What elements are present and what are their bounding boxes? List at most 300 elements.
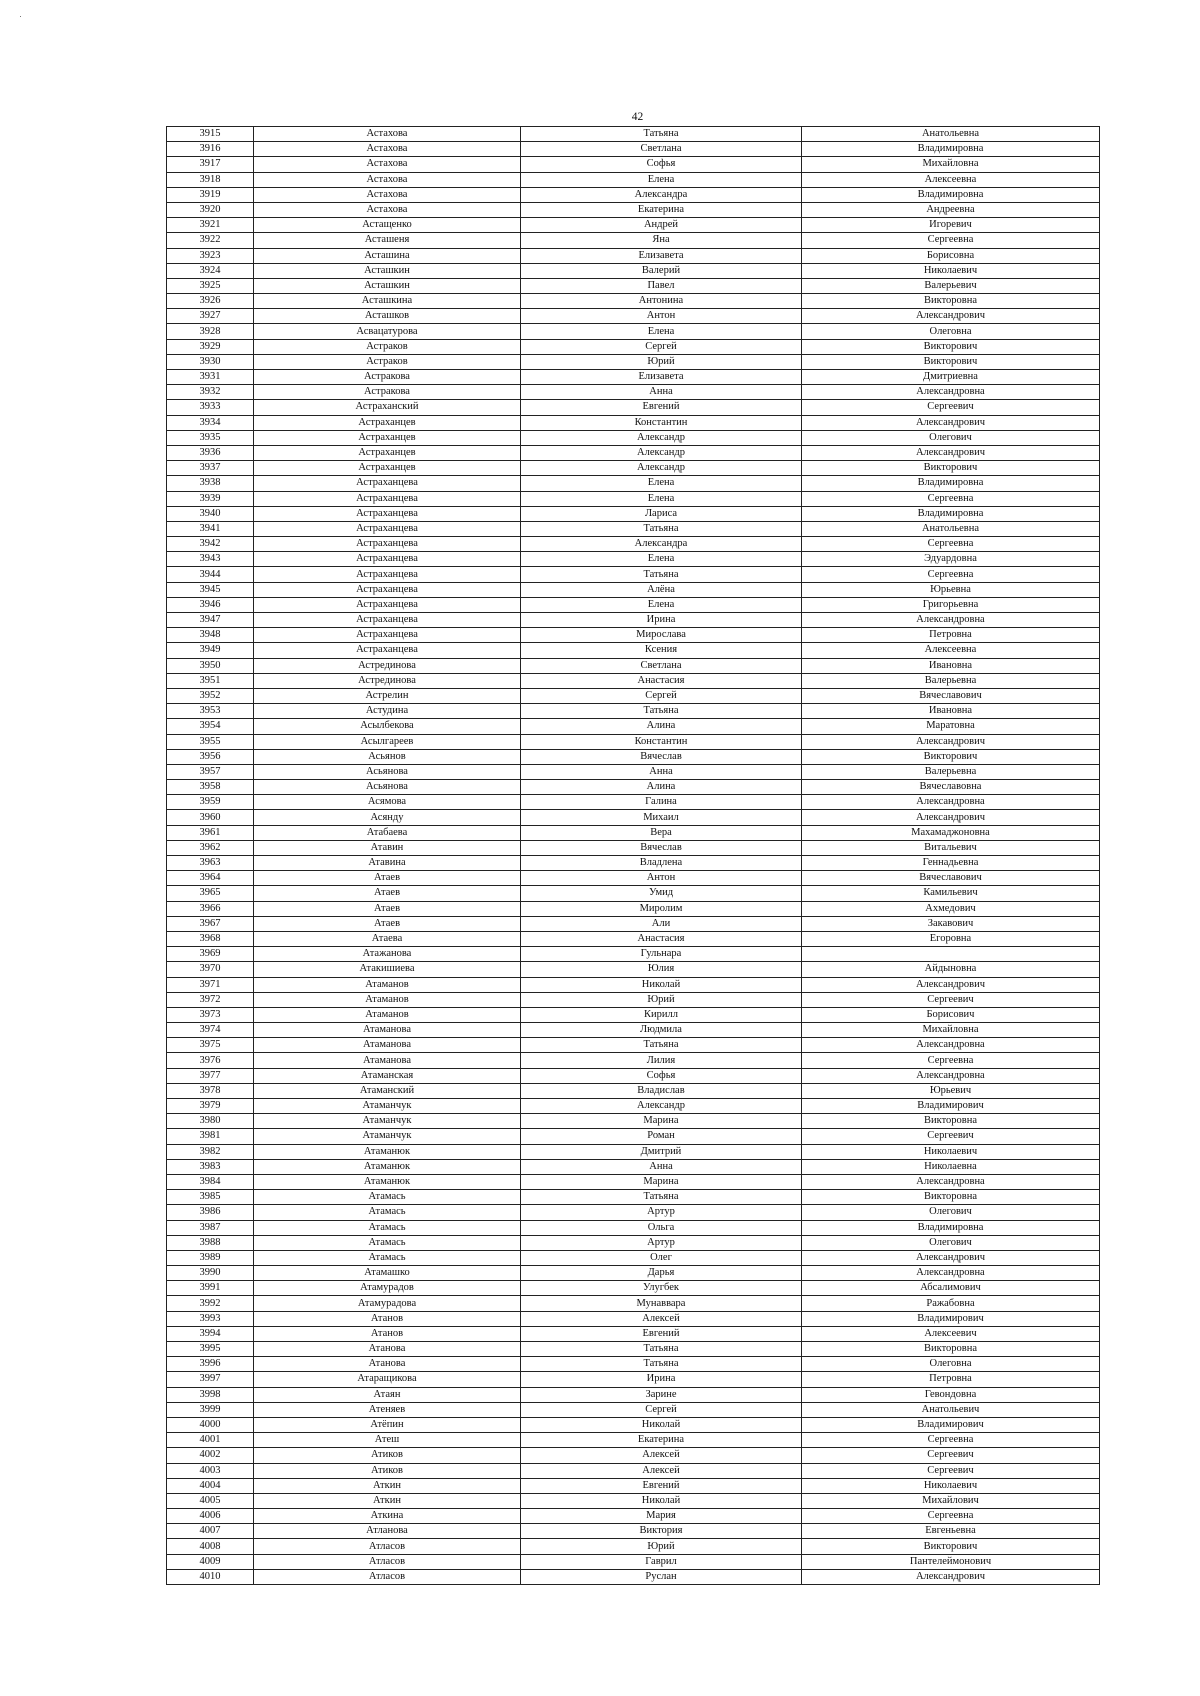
patronymic-cell: Закавович [802,916,1100,931]
row-number-cell: 3919 [167,187,254,202]
surname-cell: Атаян [254,1387,521,1402]
patronymic-cell: Сергеевич [802,992,1100,1007]
row-number-cell: 3988 [167,1235,254,1250]
first-name-cell: Николай [521,1493,802,1508]
patronymic-cell: Григорьевна [802,597,1100,612]
row-number-cell: 3929 [167,339,254,354]
first-name-cell: Вячеслав [521,749,802,764]
table-row [167,521,1100,536]
table-row [167,1007,1100,1022]
surname-cell: Асянду [254,810,521,825]
first-name-cell: Татьяна [521,704,802,719]
row-number-cell: 3978 [167,1083,254,1098]
surname-cell: Атаманчук [254,1114,521,1129]
first-name-cell: Виктория [521,1524,802,1539]
row-number-cell: 3938 [167,476,254,491]
row-number-cell: 3924 [167,263,254,278]
row-number-cell: 3980 [167,1114,254,1129]
patronymic-cell: Пантелеймонович [802,1554,1100,1569]
table-row [167,1402,1100,1417]
first-name-cell: Александр [521,430,802,445]
first-name-cell: Али [521,916,802,931]
surname-cell: Асташков [254,309,521,324]
row-number-cell: 3915 [167,127,254,142]
table-row [167,370,1100,385]
patronymic-cell: Егоровна [802,931,1100,946]
patronymic-cell: Михайлович [802,1493,1100,1508]
table-row [167,992,1100,1007]
first-name-cell: Алексей [521,1311,802,1326]
first-name-cell: Татьяна [521,1190,802,1205]
first-name-cell: Михаил [521,810,802,825]
first-name-cell: Светлана [521,658,802,673]
surname-cell: Астраханцева [254,552,521,567]
patronymic-cell: Николаевич [802,1478,1100,1493]
table-row [167,886,1100,901]
patronymic-cell: Александровна [802,1038,1100,1053]
table-row [167,1099,1100,1114]
first-name-cell: Константин [521,415,802,430]
patronymic-cell: Петровна [802,1372,1100,1387]
patronymic-cell: Ивановна [802,658,1100,673]
first-name-cell: Вячеслав [521,840,802,855]
surname-cell: Атанова [254,1342,521,1357]
surname-cell: Атажанова [254,947,521,962]
patronymic-cell: Олегович [802,1235,1100,1250]
surname-cell: Асташеня [254,233,521,248]
surname-cell: Атаманчук [254,1099,521,1114]
table-row [167,1068,1100,1083]
table-row [167,354,1100,369]
surname-cell: Астраханцева [254,491,521,506]
first-name-cell: Александр [521,1099,802,1114]
row-number-cell: 3917 [167,157,254,172]
first-name-cell: Антонина [521,294,802,309]
surname-cell: Атаева [254,931,521,946]
table-row [167,1433,1100,1448]
patronymic-cell: Владимировна [802,142,1100,157]
first-name-cell: Татьяна [521,567,802,582]
table-row [167,157,1100,172]
table-row [167,704,1100,719]
table-row [167,901,1100,916]
table-row [167,172,1100,187]
surname-cell: Астахова [254,157,521,172]
surname-cell: Астраханцев [254,430,521,445]
row-number-cell: 4010 [167,1569,254,1584]
first-name-cell: Елена [521,552,802,567]
surname-cell: Атаманюк [254,1159,521,1174]
surname-cell: Аткин [254,1493,521,1508]
row-number-cell: 4009 [167,1554,254,1569]
patronymic-cell: Вячеславовна [802,780,1100,795]
patronymic-cell: Сергеевна [802,1053,1100,1068]
surname-cell: Астахова [254,172,521,187]
surname-cell: Астраханцева [254,582,521,597]
patronymic-cell: Сергеевна [802,567,1100,582]
first-name-cell: Алексей [521,1448,802,1463]
first-name-cell: Людмила [521,1023,802,1038]
row-number-cell: 4000 [167,1417,254,1432]
patronymic-cell: Александровна [802,613,1100,628]
first-name-cell: Кирилл [521,1007,802,1022]
table-row [167,1569,1100,1584]
table-row [167,764,1100,779]
first-name-cell: Владислав [521,1083,802,1098]
patronymic-cell: Викторович [802,461,1100,476]
first-name-cell: Евгений [521,1326,802,1341]
first-name-cell: Александра [521,187,802,202]
surname-cell: Асташина [254,248,521,263]
patronymic-cell: Олеговна [802,324,1100,339]
row-number-cell: 3920 [167,202,254,217]
first-name-cell: Мунаввара [521,1296,802,1311]
patronymic-cell: Владимировна [802,476,1100,491]
first-name-cell: Евгений [521,1478,802,1493]
row-number-cell: 3926 [167,294,254,309]
row-number-cell: 3916 [167,142,254,157]
table-row [167,278,1100,293]
surname-cell: Астахова [254,142,521,157]
table-row [167,506,1100,521]
row-number-cell: 3962 [167,840,254,855]
surname-cell: Астрелин [254,688,521,703]
patronymic-cell: Викторович [802,749,1100,764]
surname-cell: Астащенко [254,218,521,233]
first-name-cell: Алина [521,719,802,734]
patronymic-cell: Михайловна [802,1023,1100,1038]
surname-cell: Астраханцева [254,521,521,536]
table-row [167,552,1100,567]
surname-cell: Атаманская [254,1068,521,1083]
patronymic-cell: Петровна [802,628,1100,643]
table-row [167,795,1100,810]
row-number-cell: 4001 [167,1433,254,1448]
surname-cell: Астраханцев [254,415,521,430]
patronymic-cell: Александровна [802,795,1100,810]
row-number-cell: 3994 [167,1326,254,1341]
row-number-cell: 3937 [167,461,254,476]
table-row [167,719,1100,734]
first-name-cell: Марина [521,1114,802,1129]
row-number-cell: 3989 [167,1250,254,1265]
surname-cell: Астракова [254,370,521,385]
table-row [167,673,1100,688]
table-row [167,461,1100,476]
row-number-cell: 3954 [167,719,254,734]
surname-cell: Атаманова [254,1053,521,1068]
first-name-cell: Артур [521,1235,802,1250]
first-name-cell: Ольга [521,1220,802,1235]
patronymic-cell: Абсалимович [802,1281,1100,1296]
patronymic-cell: Юрьевич [802,1083,1100,1098]
table-row [167,931,1100,946]
table-row [167,1478,1100,1493]
patronymic-cell: Николаевич [802,1144,1100,1159]
patronymic-cell: Викторович [802,354,1100,369]
patronymic-cell: Александровна [802,1068,1100,1083]
table-row [167,1326,1100,1341]
first-name-cell: Алексей [521,1463,802,1478]
first-name-cell: Татьяна [521,1342,802,1357]
first-name-cell: Николай [521,977,802,992]
first-name-cell: Олег [521,1250,802,1265]
first-name-cell: Ксения [521,643,802,658]
first-name-cell: Сергей [521,1402,802,1417]
table-row [167,1053,1100,1068]
first-name-cell: Яна [521,233,802,248]
surname-cell: Асылгареев [254,734,521,749]
scan-speck [20,16,21,17]
table-row [167,1159,1100,1174]
patronymic-cell: Витальевич [802,840,1100,855]
surname-cell: Атамурадова [254,1296,521,1311]
patronymic-cell: Михайловна [802,157,1100,172]
patronymic-cell: Сергеевич [802,1463,1100,1478]
table-row [167,263,1100,278]
table-row [167,400,1100,415]
row-number-cell: 3964 [167,871,254,886]
table-row [167,1281,1100,1296]
table-row [167,1205,1100,1220]
patronymic-cell: Александрович [802,1250,1100,1265]
surname-cell: Аткин [254,1478,521,1493]
table-row [167,1311,1100,1326]
surname-cell: Атаманов [254,992,521,1007]
patronymic-cell: Владимировна [802,187,1100,202]
patronymic-cell: Викторовна [802,1342,1100,1357]
row-number-cell: 3975 [167,1038,254,1053]
patronymic-cell: Николаевич [802,263,1100,278]
table-row [167,339,1100,354]
row-number-cell: 3950 [167,658,254,673]
table-row [167,1554,1100,1569]
row-number-cell: 3967 [167,916,254,931]
patronymic-cell: Владимировна [802,506,1100,521]
table-row [167,142,1100,157]
row-number-cell: 3968 [167,931,254,946]
table-row [167,947,1100,962]
row-number-cell: 3990 [167,1266,254,1281]
surname-cell: Астахова [254,187,521,202]
row-number-cell: 4002 [167,1448,254,1463]
surname-cell: Астраханцев [254,445,521,460]
row-number-cell: 3977 [167,1068,254,1083]
surname-cell: Атласов [254,1539,521,1554]
first-name-cell: Татьяна [521,1038,802,1053]
table-row [167,1509,1100,1524]
row-number-cell: 3992 [167,1296,254,1311]
patronymic-cell: Алексеевна [802,172,1100,187]
surname-cell: Атамась [254,1220,521,1235]
surname-cell: Атанов [254,1311,521,1326]
first-name-cell: Артур [521,1205,802,1220]
surname-cell: Атаманов [254,1007,521,1022]
surname-cell: Атаманчук [254,1129,521,1144]
table-row [167,233,1100,248]
patronymic-cell: Олегович [802,1205,1100,1220]
row-number-cell: 3966 [167,901,254,916]
patronymic-cell: Маратовна [802,719,1100,734]
first-name-cell: Улугбек [521,1281,802,1296]
row-number-cell: 3932 [167,385,254,400]
row-number-cell: 3955 [167,734,254,749]
row-number-cell: 3922 [167,233,254,248]
patronymic-cell: Алексеевич [802,1326,1100,1341]
table-row [167,916,1100,931]
first-name-cell: Алёна [521,582,802,597]
row-number-cell: 3973 [167,1007,254,1022]
row-number-cell: 3960 [167,810,254,825]
surname-cell: Атамурадов [254,1281,521,1296]
surname-cell: Атаев [254,916,521,931]
patronymic-cell: Александрович [802,1569,1100,1584]
row-number-cell: 3981 [167,1129,254,1144]
table-row [167,658,1100,673]
first-name-cell: Сергей [521,688,802,703]
surname-cell: Асьянова [254,764,521,779]
first-name-cell: Татьяна [521,521,802,536]
table-row [167,1190,1100,1205]
table-row [167,1417,1100,1432]
row-number-cell: 3991 [167,1281,254,1296]
patronymic-cell: Юрьевна [802,582,1100,597]
table-row [167,613,1100,628]
table-row [167,202,1100,217]
row-number-cell: 3969 [167,947,254,962]
surname-cell: Атаманюк [254,1144,521,1159]
table-row [167,1372,1100,1387]
row-number-cell: 3976 [167,1053,254,1068]
first-name-cell: Николай [521,1417,802,1432]
patronymic-cell: Сергеевич [802,1448,1100,1463]
surname-cell: Астудина [254,704,521,719]
patronymic-cell: Владимирович [802,1417,1100,1432]
first-name-cell: Юрий [521,992,802,1007]
row-number-cell: 3945 [167,582,254,597]
row-number-cell: 3995 [167,1342,254,1357]
first-name-cell: Владлена [521,856,802,871]
table-row [167,962,1100,977]
first-name-cell: Алина [521,780,802,795]
row-number-cell: 3928 [167,324,254,339]
patronymic-cell: Евгеньевна [802,1524,1100,1539]
patronymic-cell: Александровна [802,385,1100,400]
patronymic-cell: Алексеевна [802,643,1100,658]
first-name-cell: Вера [521,825,802,840]
row-number-cell: 3974 [167,1023,254,1038]
patronymic-cell: Махамаджоновна [802,825,1100,840]
surname-cell: Атамась [254,1250,521,1265]
first-name-cell: Дарья [521,1266,802,1281]
surname-cell: Астахова [254,127,521,142]
first-name-cell: Екатерина [521,202,802,217]
surname-cell: Атаманова [254,1023,521,1038]
table-row [167,218,1100,233]
first-name-cell: Ирина [521,613,802,628]
surname-cell: Астрединова [254,673,521,688]
table-row [167,1220,1100,1235]
table-row [167,1114,1100,1129]
first-name-cell: Дмитрий [521,1144,802,1159]
surname-cell: Асямова [254,795,521,810]
patronymic-cell: Борисовна [802,248,1100,263]
surname-cell: Атавина [254,856,521,871]
row-number-cell: 3971 [167,977,254,992]
row-number-cell: 3948 [167,628,254,643]
first-name-cell: Лилия [521,1053,802,1068]
surname-cell: Астраков [254,354,521,369]
patronymic-cell: Сергеевич [802,1129,1100,1144]
table-row [167,1235,1100,1250]
patronymic-cell: Александрович [802,415,1100,430]
surname-cell: Астраханцева [254,628,521,643]
surname-cell: Атласов [254,1554,521,1569]
patronymic-cell: Викторовна [802,1114,1100,1129]
surname-cell: Астракова [254,385,521,400]
row-number-cell: 4007 [167,1524,254,1539]
surname-cell: Атанов [254,1326,521,1341]
first-name-cell: Анастасия [521,931,802,946]
patronymic-cell: Валерьевич [802,278,1100,293]
row-number-cell: 3934 [167,415,254,430]
patronymic-cell: Камильевич [802,886,1100,901]
row-number-cell: 3923 [167,248,254,263]
first-name-cell: Зарине [521,1387,802,1402]
row-number-cell: 3961 [167,825,254,840]
row-number-cell: 3970 [167,962,254,977]
surname-cell: Асвацатурова [254,324,521,339]
first-name-cell: Мирослава [521,628,802,643]
surname-cell: Атамась [254,1190,521,1205]
row-number-cell: 4003 [167,1463,254,1478]
row-number-cell: 3979 [167,1099,254,1114]
row-number-cell: 3935 [167,430,254,445]
surname-cell: Астраханский [254,400,521,415]
surname-cell: Астраханцева [254,643,521,658]
table-row [167,1448,1100,1463]
first-name-cell: Татьяна [521,1357,802,1372]
patronymic-cell: Викторович [802,1539,1100,1554]
row-number-cell: 3963 [167,856,254,871]
row-number-cell: 3965 [167,886,254,901]
patronymic-cell: Сергеевна [802,233,1100,248]
surname-cell: Атеняев [254,1402,521,1417]
patronymic-cell: Борисович [802,1007,1100,1022]
patronymic-cell: Валерьевна [802,673,1100,688]
row-number-cell: 3987 [167,1220,254,1235]
surname-cell: Атеш [254,1433,521,1448]
surname-cell: Атёпин [254,1417,521,1432]
patronymic-cell [802,947,1100,962]
patronymic-cell: Сергеевна [802,537,1100,552]
first-name-cell: Александра [521,537,802,552]
first-name-cell: Евгений [521,400,802,415]
patronymic-cell: Александрович [802,810,1100,825]
table-row [167,871,1100,886]
patronymic-cell: Александровна [802,1266,1100,1281]
first-name-cell: Антон [521,871,802,886]
surname-cell: Астраханцева [254,506,521,521]
row-number-cell: 3996 [167,1357,254,1372]
row-number-cell: 3983 [167,1159,254,1174]
row-number-cell: 3933 [167,400,254,415]
first-name-cell: Анна [521,385,802,400]
row-number-cell: 3985 [167,1190,254,1205]
patronymic-cell: Сергеевич [802,400,1100,415]
surname-cell: Асьянова [254,780,521,795]
row-number-cell: 3997 [167,1372,254,1387]
